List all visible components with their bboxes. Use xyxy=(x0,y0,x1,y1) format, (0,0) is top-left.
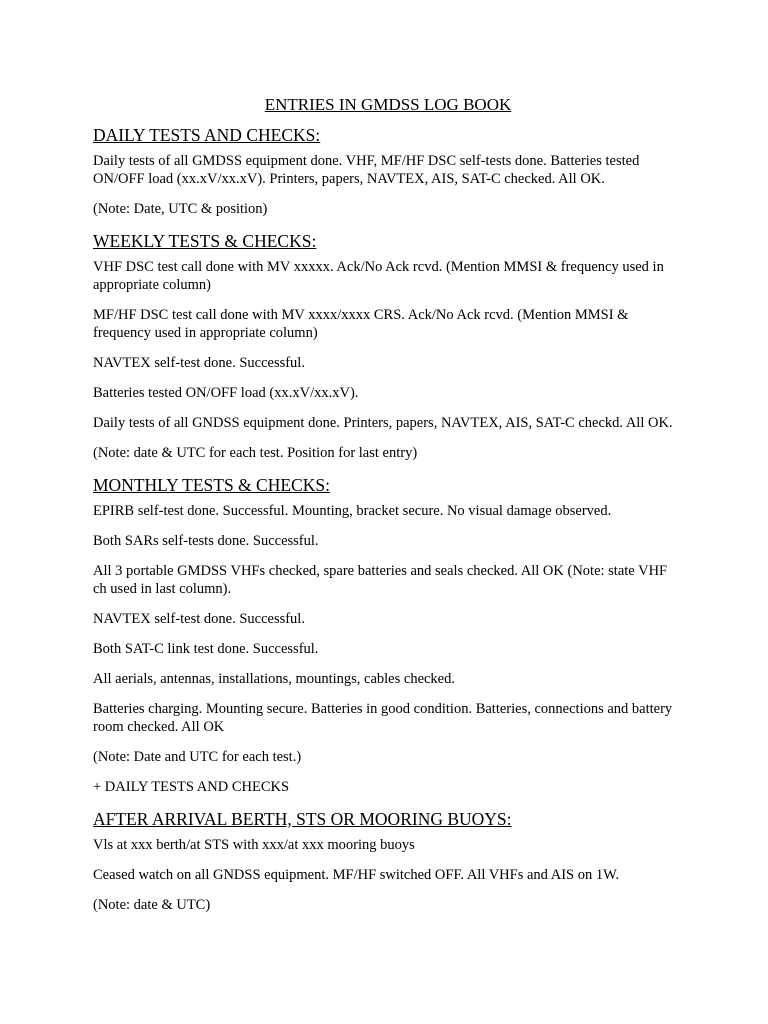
section-after-arrival xyxy=(93,808,683,914)
paragraph: Daily tests of all GNDSS equipment done. Printers, papers, NAVTEX, AIS, SAT-C checkd. All OK. xyxy=(93,415,673,431)
paragraph: Both SAT-C link test done. Successful. xyxy=(93,641,319,657)
paragraph: Batteries tested ON/OFF load (xx.xV/xx.xV). xyxy=(93,385,359,401)
paragraph: + DAILY TESTS AND CHECKS xyxy=(93,779,290,795)
paragraph: NAVTEX self-test done. Successful. xyxy=(93,611,305,627)
paragraph: All aerials, antennas, installations, mountings, cables checked. xyxy=(93,671,455,687)
paragraph: Both SARs self-tests done. Successful. xyxy=(93,533,319,549)
section-heading-weekly: WEEKLY TESTS & CHECKS: xyxy=(93,231,317,251)
page-title: ENTRIES IN GMDSS LOG BOOK xyxy=(264,95,512,114)
section-heading-daily: DAILY TESTS AND CHECKS: xyxy=(93,125,321,145)
paragraph: All 3 portable GMDSS VHFs checked, spare batteries and seals checked. All OK (Note: state VHF ch used in last column). xyxy=(93,563,668,597)
section-monthly xyxy=(93,474,683,796)
paragraph: Daily tests of all GMDSS equipment done. VHF, MF/HF DSC self-tests done. Batteries tested ON/OFF load (xx.xV/xx.xV). Printers, papers, NAVTEX, AIS, SAT-C checked. All OK. xyxy=(93,153,640,187)
paragraph: NAVTEX self-test done. Successful. xyxy=(93,355,305,371)
paragraph: (Note: Date, UTC & position) xyxy=(93,201,268,217)
paragraph: (Note: date & UTC) xyxy=(93,897,211,913)
document-page xyxy=(93,94,683,926)
paragraph: Ceased watch on all GNDSS equipment. MF/HF switched OFF. All VHFs and AIS on 1W. xyxy=(93,867,620,883)
paragraph: Batteries charging. Mounting secure. Batteries in good condition. Batteries, connections and battery room checked. All OK xyxy=(93,701,673,735)
paragraph: MF/HF DSC test call done with MV xxxx/xxxx CRS. Ack/No Ack rcvd. (Mention MMSI & frequency used in appropriate column) xyxy=(93,307,629,341)
section-heading-monthly: MONTHLY TESTS & CHECKS: xyxy=(93,475,330,495)
paragraph: EPIRB self-test done. Successful. Mounting, bracket secure. No visual damage observed. xyxy=(93,503,612,519)
paragraph: (Note: date & UTC for each test. Position for last entry) xyxy=(93,445,418,461)
paragraph: (Note: Date and UTC for each test.) xyxy=(93,749,302,765)
section-daily xyxy=(93,124,683,218)
section-heading-after-arrival: AFTER ARRIVAL BERTH, STS OR MOORING BUOYS: xyxy=(93,809,512,829)
section-weekly xyxy=(93,230,683,462)
paragraph: Vls at xxx berth/at STS with xxx/at xxx mooring buoys xyxy=(93,837,415,853)
paragraph: VHF DSC test call done with MV xxxxx. Ack/No Ack rcvd. (Mention MMSI & frequency used in appropriate column) xyxy=(93,259,664,293)
